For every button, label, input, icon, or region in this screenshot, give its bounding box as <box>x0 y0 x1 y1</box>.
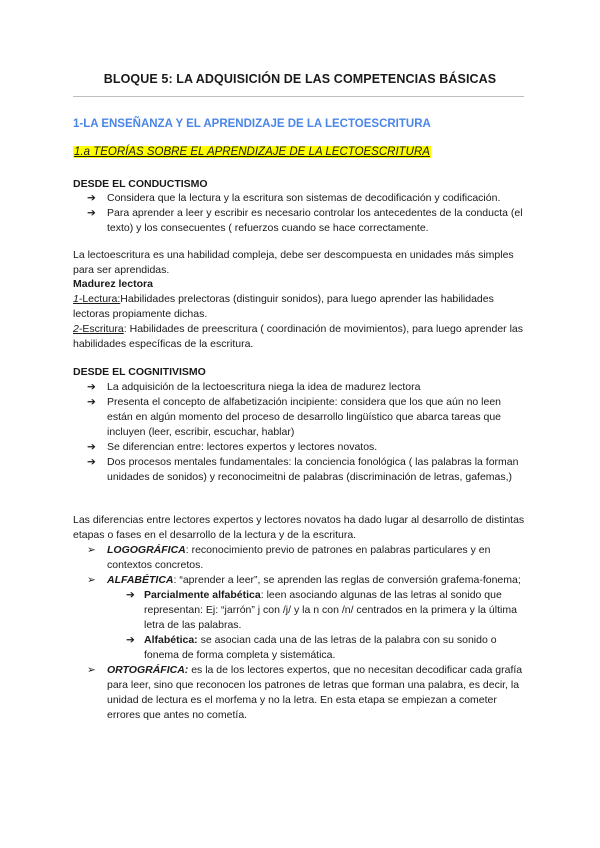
arrow-bullet-icon: ➔ <box>126 589 135 601</box>
cognitivismo-bullets <box>73 380 528 485</box>
arrow-bullet-icon: ➔ <box>87 396 96 408</box>
list-item: ➔ Alfabética: se asocian cada una de las letras de la palabra con su sonido o fonema de forma completa y sistemática. <box>126 634 497 661</box>
diferencias-paragraph: Las diferencias entre lectores expertos y lectores novatos ha dado lugar al desarrollo de distintas etapas o fases en el desarrollo de la lectura y de la escritura. <box>73 514 525 541</box>
conductismo-heading: DESDE EL CONDUCTISMO <box>73 178 208 190</box>
list-item: ➔ La adquisición de la lectoescritura niega la idea de madurez lectora <box>87 381 421 393</box>
madurez-lectora <box>73 277 528 352</box>
list-item: ➔ Para aprender a leer y escribir es necesario controlar los antecedentes de la conducta (el texto) y los consecuentes ( refuerzos cuando se hace correctamente. <box>87 207 523 234</box>
madurez-item-lectura: 1-Lectura:Habilidades prelectoras (distinguir sonidos), para luego aprender las habilidades lectoras propiamente dichas. <box>73 293 494 320</box>
triangle-bullet-icon: ➢ <box>87 544 96 556</box>
triangle-bullet-icon: ➢ <box>87 664 96 676</box>
arrow-bullet-icon: ➔ <box>87 207 96 219</box>
list-item: ➔ Se diferencian entre: lectores expertos y lectores novatos. <box>87 441 378 453</box>
list-item: ➢ LOGOGRÁFICA: reconocimiento previo de patrones en palabras particulares y en contextos concretos. <box>87 544 491 571</box>
triangle-bullet-icon: ➢ <box>87 574 96 586</box>
list-item: ➢ ORTOGRÁFICA: es la de los lectores expertos, que no necesitan decodificar cada grafía para leer, sino que reconocen los patrones de letras que forman una palabra, es decir, la unidad de lectura es el morfema y no la letra. En esta etapa se empiezan a cometer errores que antes no cometía. <box>87 664 523 721</box>
page-title: BLOQUE 5: LA ADQUISICIÓN DE LAS COMPETENCIAS BÁSICAS <box>103 72 497 86</box>
section-heading: 1-LA ENSEÑANZA Y EL APRENDIZAJE DE LA LECTOESCRITURA <box>73 118 431 130</box>
conductismo-bullets <box>73 191 528 236</box>
subsection-heading: 1.a TEORÍAS SOBRE EL APRENDIZAJE DE LA LECTOESCRITURA <box>74 146 430 158</box>
arrow-bullet-icon: ➔ <box>87 441 96 453</box>
conductismo-paragraph: La lectoescritura es una habilidad compleja, debe ser descompuesta en unidades más simples para ser aprendidas. <box>73 249 514 276</box>
list-item: ➔ Dos procesos mentales fundamentales: la conciencia fonológica ( las palabras la forman unidades de sonidos) y reconocimeitni de palabras (discriminación de letras, gafemas,) <box>87 456 519 483</box>
arrow-bullet-icon: ➔ <box>87 381 96 393</box>
etapas-list <box>73 543 528 723</box>
list-item: ➢ ALFABÉTICA: “aprender a leer”, se aprenden las reglas de conversión grafema-fonema; <box>87 574 521 586</box>
cognitivismo-heading: DESDE EL COGNITIVISMO <box>73 366 206 378</box>
list-item: ➔ Considera que la lectura y la escritura son sistemas de decodificación y codificación. <box>87 192 501 204</box>
list-item: ➔ Parcialmente alfabética: leen asociando algunas de las letras al sonido que representan: Ej: “jarrón” j con /j/ y la n con /n/ centrados en la primera y la última letra de las palabras. <box>126 589 517 631</box>
list-item: ➔ Presenta el concepto de alfabetización incipiente: considera que los que aún no leen están en algún momento del proceso de desarrollo lingüístico que abarca tareas que incluyen (leer, escribir, escuchar, hablar) <box>87 396 502 438</box>
arrow-bullet-icon: ➔ <box>87 456 96 468</box>
title-divider <box>73 96 524 97</box>
madurez-heading: Madurez lectora <box>73 278 153 290</box>
arrow-bullet-icon: ➔ <box>87 192 96 204</box>
arrow-bullet-icon: ➔ <box>126 634 135 646</box>
madurez-item-escritura: 2-Escritura: Habilidades de preescritura ( coordinación de movimientos), para luego aprender las habilidades específicas de la escritura. <box>73 323 523 350</box>
